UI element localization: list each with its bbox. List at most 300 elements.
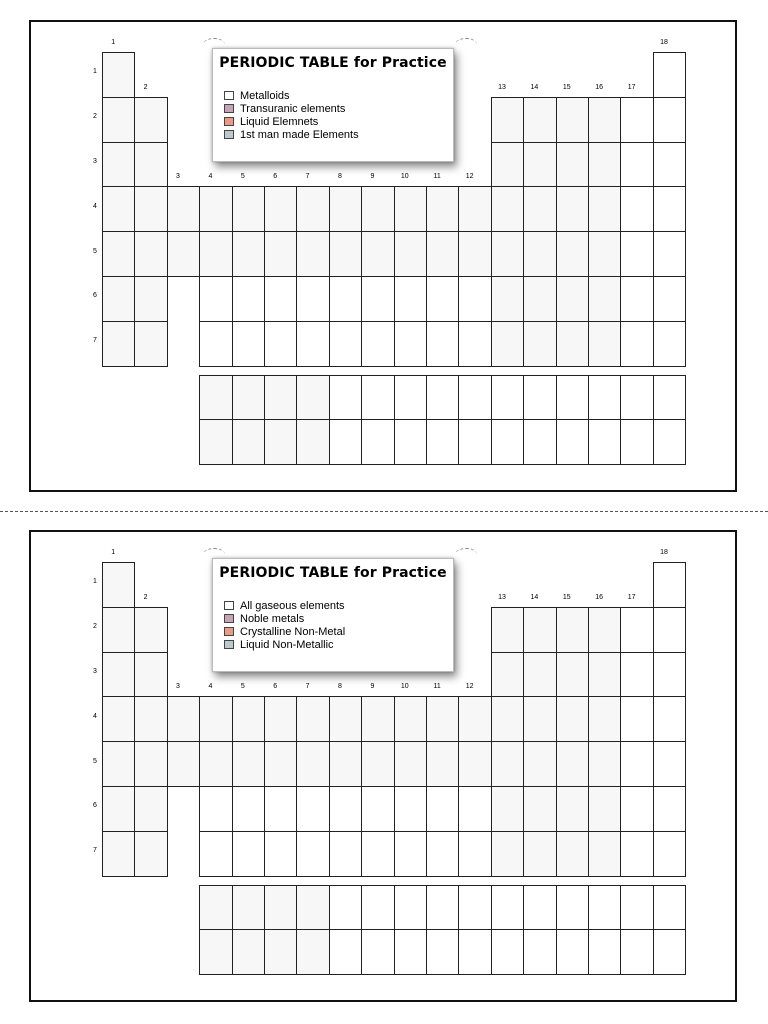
- period-number-label: 7: [93, 337, 97, 345]
- element-cell: [620, 321, 653, 367]
- element-cell: [588, 231, 621, 277]
- group-number-label: 11: [433, 173, 441, 181]
- element-cell: [426, 186, 459, 232]
- legend-label: Liquid Non-Metallic: [240, 638, 334, 651]
- element-cell: [588, 741, 621, 787]
- element-cell-f-block: [491, 885, 524, 931]
- element-cell: [653, 52, 686, 98]
- element-cell-f-block: [394, 885, 427, 931]
- element-cell: [361, 831, 394, 877]
- element-cell-f-block: [361, 929, 394, 975]
- element-cell: [588, 186, 621, 232]
- element-cell: [394, 831, 427, 877]
- element-cell: [588, 276, 621, 322]
- element-cell: [102, 321, 135, 367]
- element-cell: [199, 321, 232, 367]
- element-cell: [653, 231, 686, 277]
- legend-box: [212, 48, 454, 162]
- element-cell: [426, 786, 459, 832]
- element-cell: [491, 786, 524, 832]
- element-cell: [296, 186, 329, 232]
- element-cell: [458, 276, 491, 322]
- element-cell: [199, 786, 232, 832]
- group-number-label: 16: [595, 593, 604, 601]
- period-number-label: 6: [93, 292, 97, 300]
- group-number-label: 6: [273, 683, 278, 691]
- element-cell: [232, 741, 265, 787]
- element-cell: [296, 276, 329, 322]
- element-cell: [556, 831, 589, 877]
- group-number-label: 17: [627, 83, 636, 91]
- element-cell: [134, 831, 167, 877]
- element-cell: [102, 562, 135, 608]
- period-number-label: 3: [93, 668, 97, 675]
- group-number-label: 14: [530, 593, 539, 601]
- element-cell: [199, 831, 232, 877]
- element-cell-f-block: [653, 375, 686, 421]
- element-cell: [361, 186, 394, 232]
- element-cell: [426, 276, 459, 322]
- group-number-label: 15: [562, 83, 571, 91]
- legend-label: Transuranic elements: [240, 102, 346, 115]
- element-cell-f-block: [523, 419, 556, 465]
- element-cell: [394, 276, 427, 322]
- element-cell: [426, 831, 459, 877]
- legend-box: [212, 558, 454, 672]
- element-cell: [361, 321, 394, 367]
- element-cell: [458, 741, 491, 787]
- element-cell: [296, 831, 329, 877]
- element-cell: [296, 321, 329, 367]
- element-cell: [556, 276, 589, 322]
- element-cell: [167, 231, 200, 277]
- element-cell: [199, 186, 232, 232]
- element-cell: [491, 186, 524, 232]
- element-cell: [167, 741, 200, 787]
- element-cell: [653, 696, 686, 742]
- element-cell-f-block: [329, 375, 362, 421]
- group-number-label: 13: [498, 83, 506, 91]
- element-cell: [361, 786, 394, 832]
- element-cell: [620, 276, 653, 322]
- element-cell-f-block: [491, 419, 524, 465]
- element-cell: [394, 696, 427, 742]
- swatch-salmon: [224, 627, 234, 636]
- element-cell-f-block: [264, 929, 297, 975]
- element-cell: [523, 142, 556, 188]
- element-cell: [556, 142, 589, 188]
- element-cell: [199, 231, 232, 277]
- element-cell-f-block: [232, 375, 265, 421]
- element-cell: [329, 786, 362, 832]
- element-cell-f-block: [232, 885, 265, 931]
- element-cell: [264, 696, 297, 742]
- element-cell-f-block: [361, 419, 394, 465]
- element-cell-f-block: [620, 419, 653, 465]
- swatch-white: [224, 601, 234, 610]
- element-cell: [556, 607, 589, 653]
- element-cell-f-block: [232, 929, 265, 975]
- element-cell: [588, 321, 621, 367]
- group-number-label: 2: [143, 83, 148, 91]
- element-cell: [458, 786, 491, 832]
- element-cell: [394, 741, 427, 787]
- element-cell: [102, 142, 135, 188]
- element-cell-f-block: [556, 419, 589, 465]
- element-cell-f-block: [556, 929, 589, 975]
- element-cell: [426, 231, 459, 277]
- element-cell: [232, 321, 265, 367]
- element-cell: [329, 276, 362, 322]
- element-cell: [296, 696, 329, 742]
- element-cell-f-block: [199, 885, 232, 931]
- element-cell-f-block: [264, 375, 297, 421]
- period-number-label: 4: [93, 712, 97, 720]
- element-cell: [264, 186, 297, 232]
- element-cell: [296, 741, 329, 787]
- element-cell: [620, 786, 653, 832]
- element-cell: [102, 52, 135, 98]
- element-cell: [458, 321, 491, 367]
- element-cell-f-block: [588, 885, 621, 931]
- element-cell: [102, 786, 135, 832]
- element-cell: [329, 831, 362, 877]
- element-cell: [361, 231, 394, 277]
- element-cell: [102, 696, 135, 742]
- decorative-arc-right: [455, 38, 477, 51]
- element-cell: [102, 186, 135, 232]
- element-cell: [102, 97, 135, 143]
- element-cell: [523, 831, 556, 877]
- element-cell-f-block: [426, 929, 459, 975]
- element-cell: [523, 321, 556, 367]
- element-cell: [523, 652, 556, 698]
- element-cell: [361, 696, 394, 742]
- element-cell-f-block: [264, 419, 297, 465]
- legend-label: All gaseous elements: [240, 599, 345, 612]
- element-cell: [167, 186, 200, 232]
- element-cell: [134, 97, 167, 143]
- element-cell: [102, 607, 135, 653]
- legend-item: [224, 128, 453, 141]
- element-cell: [523, 97, 556, 143]
- group-number-label: 18: [660, 39, 668, 46]
- group-number-label: 6: [273, 173, 278, 181]
- element-cell: [264, 321, 297, 367]
- group-number-label: 15: [562, 593, 571, 601]
- element-cell: [653, 97, 686, 143]
- element-cell: [426, 741, 459, 787]
- element-cell: [653, 321, 686, 367]
- practice-sheet-2: [29, 530, 737, 1002]
- element-cell: [653, 741, 686, 787]
- element-cell: [523, 186, 556, 232]
- period-number-label: 2: [93, 623, 97, 631]
- element-cell-f-block: [232, 419, 265, 465]
- element-cell: [134, 231, 167, 277]
- element-cell-f-block: [523, 375, 556, 421]
- element-cell-f-block: [296, 885, 329, 931]
- legend-item: [224, 625, 453, 638]
- element-cell: [361, 276, 394, 322]
- element-cell-f-block: [199, 929, 232, 975]
- element-cell-f-block: [394, 419, 427, 465]
- element-cell: [329, 321, 362, 367]
- group-number-label: 7: [305, 683, 310, 691]
- swatch-mauve: [224, 614, 234, 623]
- element-cell: [556, 231, 589, 277]
- element-cell: [491, 831, 524, 877]
- element-cell-f-block: [491, 929, 524, 975]
- element-cell: [394, 231, 427, 277]
- element-cell: [426, 321, 459, 367]
- element-cell: [588, 831, 621, 877]
- element-cell: [394, 786, 427, 832]
- element-cell: [264, 786, 297, 832]
- element-cell: [491, 97, 524, 143]
- element-cell-f-block: [426, 885, 459, 931]
- group-number-label: 14: [530, 83, 539, 91]
- group-number-label: 1: [111, 549, 116, 556]
- element-cell: [199, 741, 232, 787]
- element-cell: [653, 562, 686, 608]
- element-cell: [653, 186, 686, 232]
- element-cell: [394, 186, 427, 232]
- element-cell: [556, 741, 589, 787]
- group-number-label: 4: [208, 683, 213, 691]
- element-cell: [102, 231, 135, 277]
- element-cell: [102, 276, 135, 322]
- element-cell: [620, 607, 653, 653]
- element-cell-f-block: [556, 375, 589, 421]
- element-cell: [523, 696, 556, 742]
- element-cell: [491, 652, 524, 698]
- period-number-label: 2: [93, 113, 97, 121]
- element-cell-f-block: [620, 929, 653, 975]
- element-cell: [653, 276, 686, 322]
- element-cell: [134, 607, 167, 653]
- element-cell-f-block: [588, 419, 621, 465]
- element-cell-f-block: [426, 375, 459, 421]
- element-cell: [620, 652, 653, 698]
- period-number-label: 5: [93, 247, 97, 255]
- element-cell: [491, 231, 524, 277]
- element-cell: [232, 186, 265, 232]
- group-number-label: 12: [465, 173, 474, 181]
- element-cell: [523, 231, 556, 277]
- element-cell: [102, 741, 135, 787]
- element-cell: [458, 696, 491, 742]
- element-cell: [653, 786, 686, 832]
- element-cell: [296, 231, 329, 277]
- period-number-label: 4: [93, 202, 97, 210]
- element-cell: [458, 186, 491, 232]
- element-cell: [458, 831, 491, 877]
- group-number-label: 8: [338, 173, 342, 181]
- element-cell: [134, 741, 167, 787]
- element-cell: [620, 696, 653, 742]
- element-cell-f-block: [199, 419, 232, 465]
- element-cell-f-block: [653, 885, 686, 931]
- element-cell-f-block: [296, 419, 329, 465]
- element-cell-f-block: [199, 375, 232, 421]
- element-cell: [556, 696, 589, 742]
- element-cell: [653, 831, 686, 877]
- period-number-label: 1: [93, 68, 97, 76]
- legend-item: [224, 115, 453, 128]
- legend-label: Crystalline Non-Metal: [240, 625, 346, 638]
- element-cell-f-block: [588, 375, 621, 421]
- element-cell-f-block: [620, 375, 653, 421]
- element-cell: [329, 186, 362, 232]
- element-cell-f-block: [458, 885, 491, 931]
- group-number-label: 4: [208, 173, 213, 181]
- element-cell: [134, 321, 167, 367]
- element-cell: [134, 276, 167, 322]
- group-number-label: 5: [240, 683, 245, 691]
- element-cell: [588, 607, 621, 653]
- element-cell: [556, 186, 589, 232]
- legend-item: [224, 638, 453, 651]
- element-cell: [620, 142, 653, 188]
- group-number-label: 3: [176, 173, 180, 181]
- element-cell: [329, 741, 362, 787]
- element-cell-f-block: [556, 885, 589, 931]
- element-cell: [167, 696, 200, 742]
- group-number-label: 12: [465, 683, 474, 691]
- element-cell: [588, 652, 621, 698]
- element-cell: [588, 696, 621, 742]
- group-number-label: 10: [400, 173, 409, 181]
- element-cell: [491, 741, 524, 787]
- swatch-mauve: [224, 104, 234, 113]
- element-cell: [491, 607, 524, 653]
- group-number-label: 2: [143, 593, 148, 601]
- legend-item: [224, 599, 453, 612]
- dashed-cut-line: [0, 511, 768, 512]
- element-cell-f-block: [588, 929, 621, 975]
- element-cell: [264, 231, 297, 277]
- element-cell: [491, 276, 524, 322]
- element-cell: [491, 321, 524, 367]
- element-cell: [588, 142, 621, 188]
- group-number-label: 5: [240, 173, 245, 181]
- element-cell-f-block: [523, 885, 556, 931]
- element-cell: [523, 276, 556, 322]
- element-cell: [329, 231, 362, 277]
- element-cell: [523, 607, 556, 653]
- element-cell: [102, 831, 135, 877]
- element-cell-f-block: [653, 419, 686, 465]
- element-cell-f-block: [296, 929, 329, 975]
- element-cell: [620, 831, 653, 877]
- swatch-gray-blue: [224, 130, 234, 139]
- element-cell-f-block: [394, 929, 427, 975]
- element-cell-f-block: [296, 375, 329, 421]
- element-cell-f-block: [329, 929, 362, 975]
- practice-sheet-1: [29, 20, 737, 492]
- legend-list: [224, 89, 453, 141]
- element-cell: [134, 142, 167, 188]
- group-number-label: 13: [498, 593, 506, 601]
- group-number-label: 11: [433, 683, 441, 691]
- group-number-label: 3: [176, 683, 180, 691]
- element-cell: [232, 696, 265, 742]
- element-cell: [620, 231, 653, 277]
- group-number-label: 9: [370, 173, 375, 181]
- element-cell: [102, 652, 135, 698]
- period-number-label: 6: [93, 802, 97, 810]
- element-cell: [620, 97, 653, 143]
- element-cell: [296, 786, 329, 832]
- legend-label: 1st man made Elements: [240, 128, 359, 141]
- element-cell: [588, 786, 621, 832]
- element-cell: [361, 741, 394, 787]
- element-cell-f-block: [458, 375, 491, 421]
- swatch-white: [224, 91, 234, 100]
- element-cell: [232, 831, 265, 877]
- element-cell: [556, 786, 589, 832]
- element-cell: [134, 696, 167, 742]
- legend-label: Metalloids: [240, 89, 290, 102]
- element-cell: [232, 276, 265, 322]
- element-cell: [653, 142, 686, 188]
- element-cell: [653, 607, 686, 653]
- element-cell-f-block: [394, 375, 427, 421]
- period-number-label: 3: [93, 158, 97, 165]
- element-cell: [134, 786, 167, 832]
- element-cell: [264, 741, 297, 787]
- element-cell-f-block: [361, 885, 394, 931]
- group-number-label: 18: [660, 549, 668, 556]
- decorative-arc-right: [455, 548, 477, 561]
- element-cell: [653, 652, 686, 698]
- element-cell: [232, 231, 265, 277]
- element-cell: [620, 186, 653, 232]
- element-cell: [556, 652, 589, 698]
- element-cell: [620, 741, 653, 787]
- element-cell: [329, 696, 362, 742]
- swatch-salmon: [224, 117, 234, 126]
- element-cell: [588, 97, 621, 143]
- element-cell: [232, 786, 265, 832]
- group-number-label: 8: [338, 683, 342, 691]
- legend-label: Noble metals: [240, 612, 305, 625]
- element-cell: [199, 696, 232, 742]
- legend-title: PERIODIC TABLE for Practice: [219, 55, 447, 71]
- legend-title: PERIODIC TABLE for Practice: [219, 565, 447, 581]
- element-cell: [264, 831, 297, 877]
- element-cell-f-block: [523, 929, 556, 975]
- period-number-label: 5: [93, 757, 97, 765]
- element-cell-f-block: [329, 419, 362, 465]
- element-cell-f-block: [264, 885, 297, 931]
- element-cell: [458, 231, 491, 277]
- element-cell-f-block: [426, 419, 459, 465]
- element-cell: [523, 741, 556, 787]
- element-cell-f-block: [458, 419, 491, 465]
- element-cell-f-block: [458, 929, 491, 975]
- element-cell-f-block: [329, 885, 362, 931]
- period-number-label: 1: [93, 578, 97, 586]
- group-number-label: 17: [627, 593, 636, 601]
- element-cell: [134, 186, 167, 232]
- group-number-label: 1: [111, 39, 116, 46]
- element-cell: [394, 321, 427, 367]
- legend-list: [224, 599, 453, 651]
- legend-item: [224, 89, 453, 102]
- element-cell-f-block: [653, 929, 686, 975]
